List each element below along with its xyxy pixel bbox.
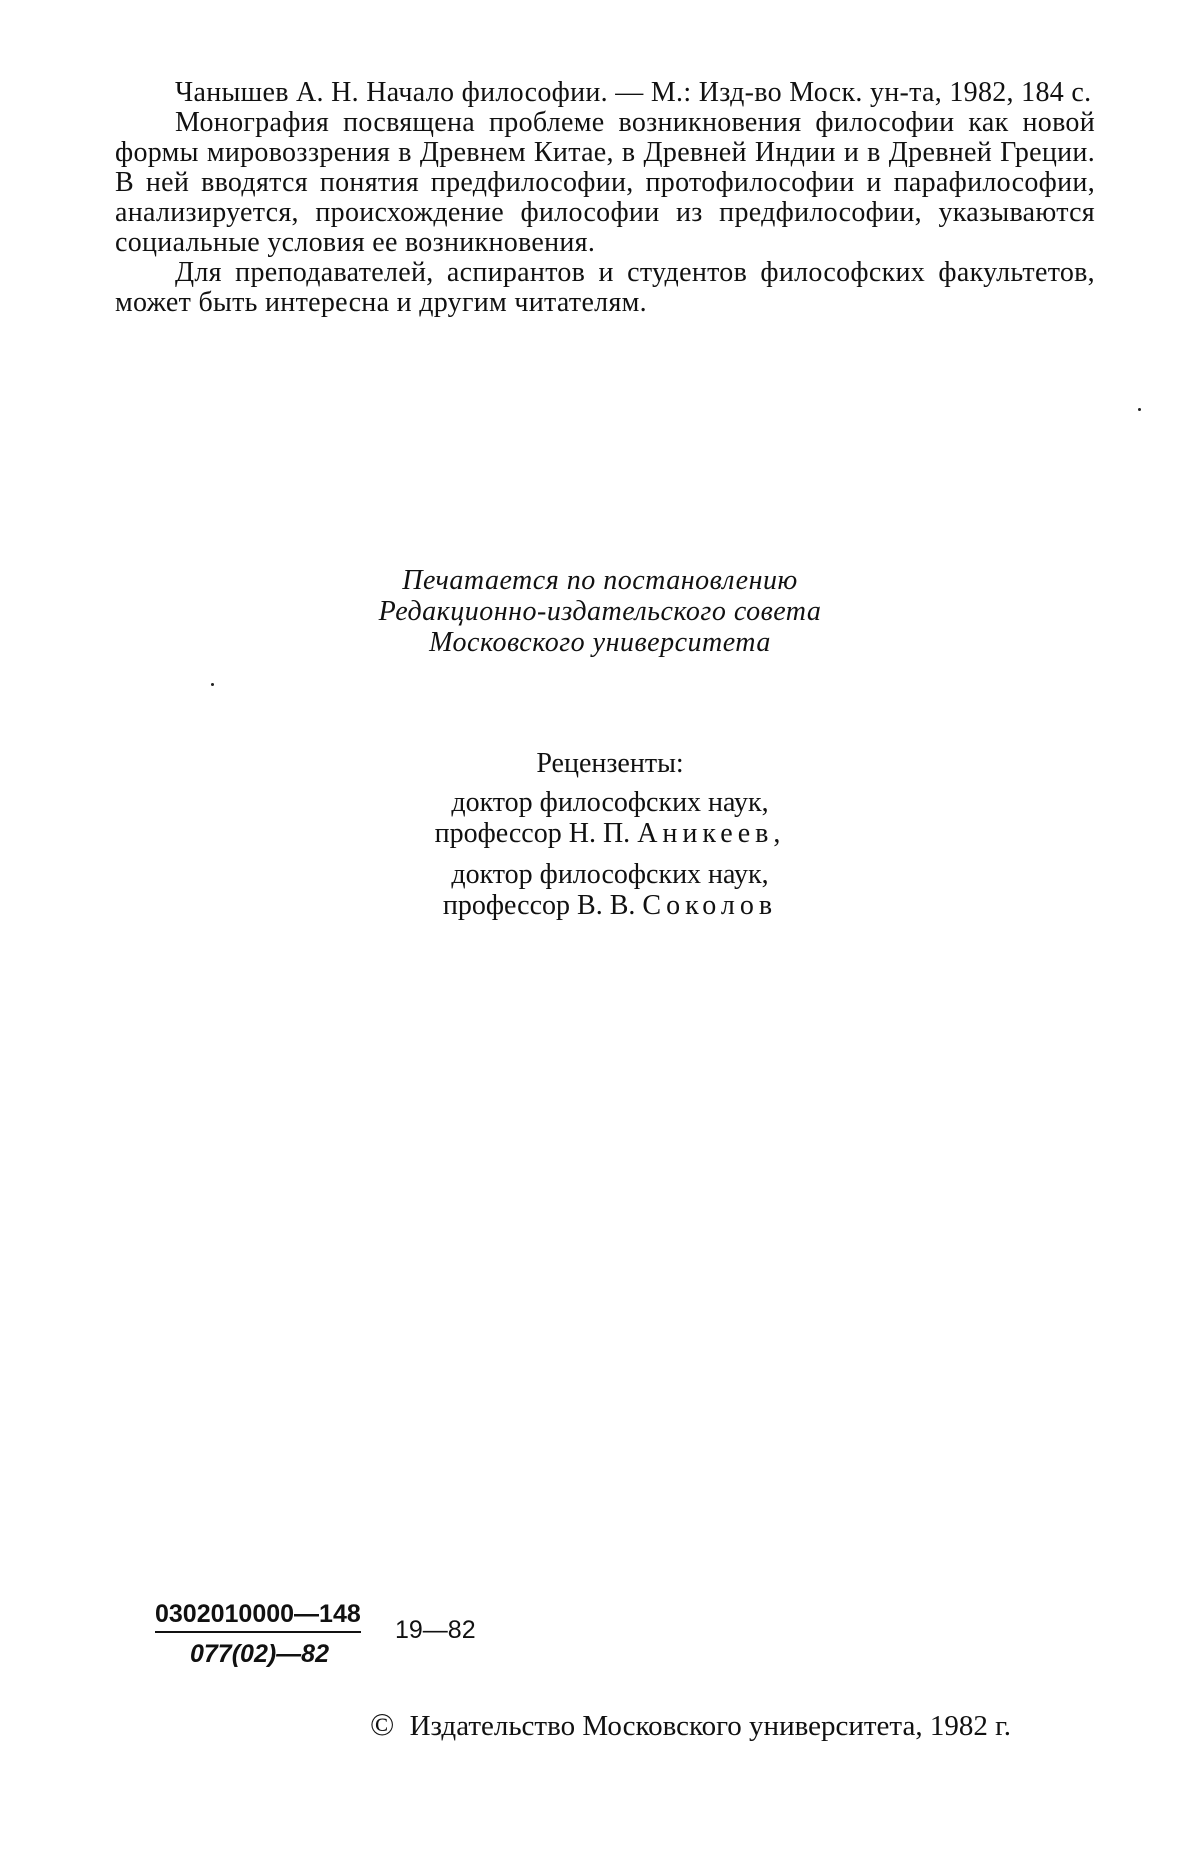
reviewer-1-degree: доктор философских наук, — [451, 787, 769, 818]
reviewer-1-title: профессор Н. П. — [434, 818, 631, 849]
reviewer-2-surname: Соколов — [642, 890, 778, 921]
classification-suffix: 19—82 — [395, 1616, 476, 1644]
imprint-note — [200, 565, 1000, 658]
copyright-icon: © — [370, 1706, 395, 1742]
reviewer-2-name — [300, 890, 920, 921]
reviewer-2 — [300, 859, 920, 921]
reviewers-block — [300, 748, 920, 931]
imprint-line-1: Печатается по постановлению — [402, 565, 798, 596]
reviewer-2-title: профессор В. В. — [442, 890, 636, 921]
audience-note: Для преподавателей, аспирантов и студентов философских факультетов, может быть интересна и другим читателям. — [115, 257, 1095, 318]
classification-denominator: 077(02)—82 — [190, 1640, 329, 1668]
classification-numerator: 0302010000—148 — [155, 1600, 361, 1633]
imprint-line-2: Редакционно-издательского совета — [378, 596, 822, 627]
bibliographic-block — [115, 78, 1095, 318]
imprint-line-3: Московского университета — [429, 627, 771, 658]
abstract: Монография посвящена проблеме возникновения философии как новой формы мировоззрения в Древнем Китае, в Древней Индии и в Древней Греции. В ней вводятся понятия предфилософии, протофилософии и парафилософии, анализируется, происхождение философии из предфилософии, указываются социальные условия ее возникновения. — [115, 107, 1095, 258]
reviewer-1-surname: Аникеев, — [637, 818, 786, 849]
print-speck — [1138, 408, 1141, 411]
reviewers-heading: Рецензенты: — [536, 748, 684, 779]
print-speck — [211, 683, 214, 686]
reviewer-2-degree: доктор философских наук, — [451, 859, 769, 890]
reviewer-1-name — [300, 818, 920, 849]
reviewer-1 — [300, 787, 920, 849]
copyright-text: Издательство Московского университета, 1982 г. — [409, 1710, 1011, 1742]
citation: Чанышев А. Н. Начало философии. — М.: Изд-во Моск. ун-та, 1982, 184 с. — [175, 77, 1092, 108]
copyright-line — [370, 1706, 1110, 1743]
